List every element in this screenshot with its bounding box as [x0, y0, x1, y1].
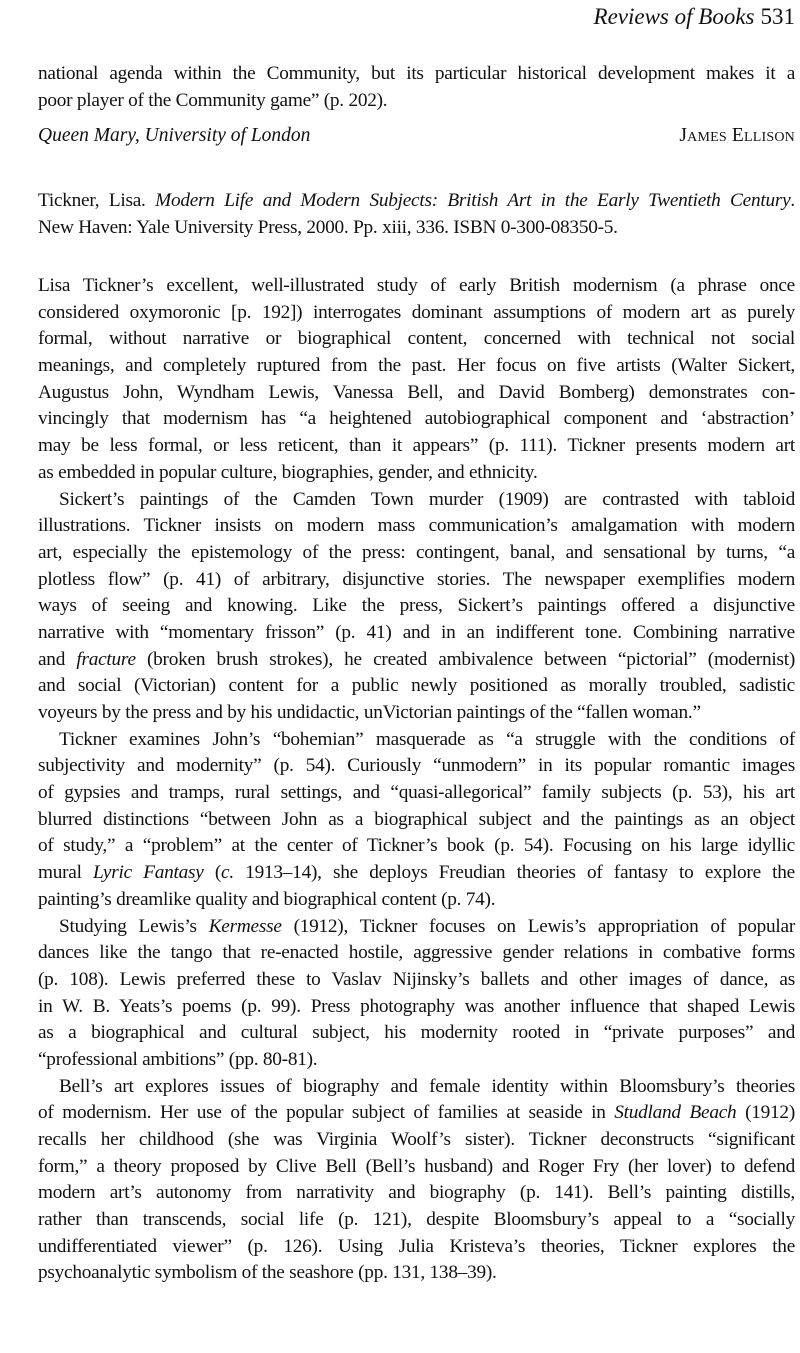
page-number: 531: [760, 4, 795, 29]
running-head-title: Reviews of Books: [593, 4, 755, 29]
text-line: formal, without narrative or biographical content, concerned with technical not social: [38, 328, 795, 350]
review-paragraph: [38, 273, 795, 487]
text-line: art, especially the epistemology of the press: contingent, banal, and sensational by turns, “a: [38, 541, 795, 563]
text-line: may be less formal, or less reticent, than it appears” (p. 111). Tickner presents modern art: [38, 435, 795, 457]
citation-author: Tickner, Lisa.: [38, 190, 146, 211]
text-line: dances like the tango that re-enacted hostile, aggressive gender relations in combative forms: [38, 942, 795, 964]
italic-title: c.: [221, 862, 234, 884]
text-span: of modernism. Her use of the popular subject of families at seaside in: [38, 1102, 615, 1124]
text-line: considered oxymoronic [p. 192]) interrogates dominant assumptions of modern art as purely: [38, 301, 795, 323]
text-line: illustrations. Tickner insists on modern mass communication’s amalgamation with modern: [38, 515, 795, 537]
text-line: [38, 647, 795, 674]
text-span: mural: [38, 862, 94, 884]
citation-line: Tickner, Lisa. Modern Life and Modern Subjects: British Art in the Early Twentieth Century.: [38, 190, 795, 211]
review-paragraph: [38, 487, 795, 727]
text-line: [38, 1100, 795, 1127]
text-line: painting’s dreamlike quality and biographical content (p. 74).: [38, 888, 496, 910]
book-citation: [38, 188, 795, 241]
text-line: form,” a theory proposed by Clive Bell (Bell’s husband) and Roger Fry (her lover) to defend: [38, 1155, 795, 1177]
italic-title: Kermesse: [208, 915, 282, 937]
text-line: voyeurs by the press and by his undidactic, unVictorian paintings of the “fallen woman.”: [38, 702, 701, 723]
book-title: Modern Life and Modern Subjects: British Art in the Early Twentieth Century: [155, 190, 791, 211]
italic-title: fracture: [76, 648, 136, 670]
text-line: as embedded in popular culture, biographies, gender, and ethnicity.: [38, 461, 538, 483]
reviewer-name: James Ellison: [679, 125, 795, 146]
text-line: as a biographical and cultural subject, his modernity rooted in “private purposes” and: [38, 1022, 795, 1044]
text-line: undifferentiated viewer” (p. 126). Using Julia Kristeva’s theories, Tickner explores the: [38, 1235, 795, 1257]
text-span: (broken brush strokes), he created ambivalence between “pictorial” (modernist): [135, 648, 795, 670]
italic-title: Studland Beach: [614, 1102, 737, 1124]
text-span: (1912): [736, 1102, 795, 1124]
text-line: of gypsies and tramps, rural settings, and “quasi-allegorical” family subjects (p. 53), his art: [38, 782, 795, 804]
review-paragraph: [38, 914, 795, 1074]
text-line: Sickert’s paintings of the Camden Town murder (1909) are contrasted with tabloid: [59, 488, 795, 510]
text-span: (1912), Tickner focuses on Lewis’s appropriation of popular: [281, 915, 795, 937]
reviewer-affiliation: Queen Mary, University of London: [38, 125, 311, 146]
running-head: [594, 2, 795, 32]
text-line: [38, 914, 795, 941]
text-line: subjectivity and modernity” (p. 54). Curiously “unmodern” in its popular romantic images: [38, 755, 795, 777]
citation-publication: New Haven: Yale University Press, 2000. Pp. xiii, 336. ISBN 0-300-08350-5.: [38, 216, 618, 238]
text-span: 1913–14), she deploys Freudian theories of fantasy to explore the: [233, 862, 795, 884]
text-line: narrative with “momentary frisson” (p. 41) and in an indifferent tone. Combining narrative: [38, 621, 795, 643]
text-line: blurred distinctions “between John as a biographical subject and the paintings as an object: [38, 808, 795, 830]
text-line: Lisa Tickner’s excellent, well-illustrated study of early British modernism (a phrase once: [38, 275, 795, 296]
text-line: modern art’s autonomy from narrativity and biography (p. 141). Bell’s painting distills,: [38, 1182, 795, 1204]
review-paragraph: [38, 727, 795, 914]
text-line: ways of seeing and knowing. Like the press, Sickert’s paintings offered a disjunctive: [38, 595, 795, 617]
review-paragraph: [38, 1074, 795, 1288]
italic-title: Lyric Fantasy: [93, 862, 204, 884]
text-line: “professional ambitions” (pp. 80-81).: [38, 1048, 318, 1070]
text-line: meanings, and completely ruptured from the past. Her focus on five artists (Walter Sickert,: [38, 355, 795, 377]
text-line: Tickner examines John’s “bohemian” masquerade as “a struggle with the conditions of: [59, 728, 795, 750]
text-span: (: [203, 862, 222, 884]
text-line: rather than transcends, social life (p. 121), despite Bloomsbury’s appeal to a “socially: [38, 1209, 795, 1231]
text-line: poor player of the Community game” (p. 202).: [38, 89, 388, 111]
text-line: and social (Victorian) content for a public newly positioned as morally troubled, sadistic: [38, 675, 795, 697]
review-body: [38, 273, 795, 1287]
text-line: [38, 860, 795, 887]
text-line: vincingly that modernism has “a heightened autobiographical component and ‘abstraction’: [38, 408, 795, 430]
text-line: psychoanalytic symbolism of the seashore (pp. 131, 138–39).: [38, 1262, 497, 1284]
previous-review-ending: [38, 61, 795, 114]
text-line: in W. B. Yeats’s poems (p. 99). Press photography was another influence that shaped Lewis: [38, 995, 795, 1017]
text-line: of study,” a “problem” at the center of Tickner’s book (p. 54). Focusing on his large idyllic: [38, 835, 795, 857]
review-signoff: [38, 123, 795, 149]
text-line: Augustus John, Wyndham Lewis, Vanessa Bell, and David Bomberg) demonstrates con-: [38, 381, 795, 403]
text-span: Studying Lewis’s: [59, 915, 209, 937]
text-line: Bell’s art explores issues of biography and female identity within Bloomsbury’s theories: [59, 1075, 795, 1097]
text-line: recalls her childhood (she was Virginia Woolf’s sister). Tickner deconstructs “significant: [38, 1129, 795, 1150]
text-line: national agenda within the Community, but its particular historical development makes it a: [38, 63, 795, 84]
text-line: plotless flow” (p. 41) of arbitrary, disjunctive stories. The newspaper exemplifies modern: [38, 568, 795, 590]
text-line: (p. 108). Lewis preferred these to Vaslav Nijinsky’s ballets and other images of dance, as: [38, 968, 795, 990]
text-span: and: [38, 648, 77, 670]
